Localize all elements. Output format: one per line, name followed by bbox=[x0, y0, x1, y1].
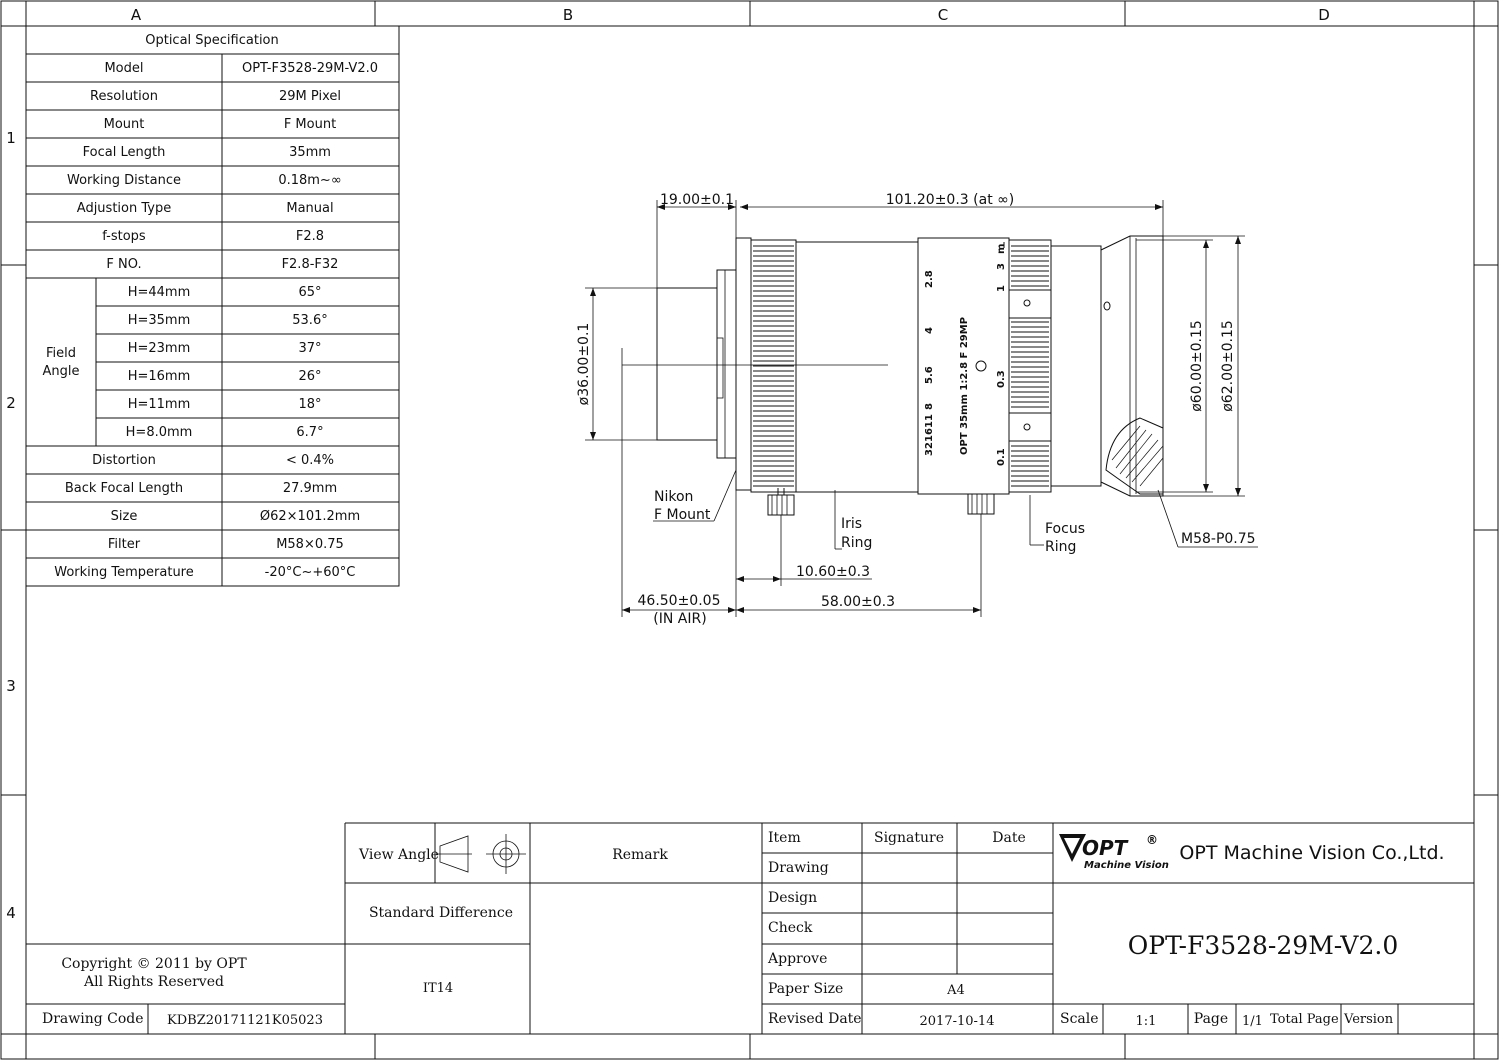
focus-scale-m: m bbox=[996, 243, 1007, 254]
view-angle-label: View Angle bbox=[359, 847, 439, 863]
spec-value-mount: F Mount bbox=[283, 117, 337, 132]
callout-f-mount: F Mount bbox=[654, 507, 711, 523]
copyright-line2: All Rights Reserved bbox=[84, 974, 224, 990]
signature-header: Signature bbox=[873, 830, 945, 846]
column-label-a: A bbox=[130, 6, 142, 24]
spec-value-resolution: 29M Pixel bbox=[279, 89, 341, 104]
spec-value-working-temperature: -20°C~+60°C bbox=[264, 565, 356, 580]
scale-label: Scale bbox=[1060, 1011, 1099, 1027]
field-angle-h-11: H=11mm bbox=[127, 397, 191, 412]
spec-label-distortion: Distortion bbox=[92, 453, 156, 468]
standard-difference-label: Standard Difference bbox=[368, 905, 514, 921]
mount-stub bbox=[657, 288, 717, 440]
company-name: OPT Machine Vision Co.,Ltd. bbox=[1179, 842, 1445, 864]
spec-label-mount: Mount bbox=[103, 117, 145, 132]
callout-iris: Iris bbox=[841, 516, 863, 532]
paper-size-value: A4 bbox=[947, 983, 965, 998]
opt-logo-registered: ® bbox=[1146, 833, 1158, 847]
spec-value-distortion: < 0.4% bbox=[285, 453, 335, 468]
spec-value-model: OPT-F3528-29M-V2.0 bbox=[241, 61, 379, 76]
fstop-8: 8 bbox=[924, 403, 935, 410]
iris-ring-knurling bbox=[753, 246, 794, 486]
callout-filter-thread: M58-P0.75 bbox=[1181, 531, 1256, 547]
dim-overall-length: 101.20±0.3 (at ∞) bbox=[885, 192, 1015, 208]
spec-label-focal-length: Focal Length bbox=[82, 145, 166, 160]
focus-ring-knurling bbox=[1011, 246, 1049, 486]
fstop-11: 11 bbox=[924, 414, 935, 428]
fstop-28: 2.8 bbox=[924, 270, 935, 288]
field-angle-value-44: 65° bbox=[298, 285, 322, 300]
spec-label-model: Model bbox=[104, 61, 144, 76]
row-label-1: 1 bbox=[6, 129, 16, 147]
field-angle-value-23: 37° bbox=[298, 341, 322, 356]
item-design: Design bbox=[768, 890, 818, 906]
revised-date-label: Revised Date bbox=[768, 1011, 862, 1027]
spec-label-filter: Filter bbox=[107, 537, 141, 552]
field-angle-h-35: H=35mm bbox=[127, 313, 191, 328]
index-mark bbox=[976, 361, 986, 371]
item-approve: Approve bbox=[768, 951, 828, 967]
field-angle-label-line2: Angle bbox=[42, 364, 80, 379]
spec-label-f-no: F NO. bbox=[106, 257, 142, 272]
spec-value-size: Ø62×101.2mm bbox=[259, 509, 361, 524]
field-angle-value-35: 53.6° bbox=[292, 313, 328, 328]
item-check: Check bbox=[768, 920, 813, 936]
spec-label-size: Size bbox=[110, 509, 138, 524]
column-label-b: B bbox=[562, 6, 574, 24]
opt-logo bbox=[1059, 833, 1169, 871]
date-header: Date bbox=[992, 830, 1026, 846]
callout-focus: Focus bbox=[1045, 521, 1085, 537]
paper-size-label: Paper Size bbox=[768, 981, 844, 997]
optical-spec-table bbox=[26, 26, 399, 586]
drawing-code-label: Drawing Code bbox=[42, 1011, 144, 1027]
focus-scale-03: 0.3 bbox=[996, 370, 1007, 388]
main-barrel bbox=[796, 242, 918, 492]
spec-value-focal-length: 35mm bbox=[289, 145, 331, 160]
mount-collar bbox=[736, 238, 751, 490]
lens-side-view bbox=[622, 236, 1163, 515]
fstop-32: 32 bbox=[924, 442, 935, 456]
row-label-3: 3 bbox=[6, 677, 16, 695]
row-label-2: 2 bbox=[6, 394, 16, 412]
callout-focus-ring: Ring bbox=[1045, 539, 1077, 555]
column-labels bbox=[131, 6, 1330, 24]
spec-value-f-stops: F2.8 bbox=[295, 229, 325, 244]
field-angle-h-23: H=23mm bbox=[127, 341, 191, 356]
opt-logo-text: OPT bbox=[1082, 836, 1128, 860]
fstop-16: 16 bbox=[924, 428, 935, 442]
field-angle-value-11: 18° bbox=[298, 397, 322, 412]
callouts bbox=[653, 470, 1258, 555]
spec-label-adjustion-type: Adjustion Type bbox=[76, 201, 172, 216]
item-header: Item bbox=[768, 830, 801, 846]
fstop-56: 5.6 bbox=[924, 366, 935, 384]
field-angle-value-16: 26° bbox=[298, 369, 322, 384]
spec-value-f-no: F2.8-F32 bbox=[281, 257, 339, 272]
projection-symbol-icon bbox=[436, 834, 526, 874]
dim-focus-position: 58.00±0.3 bbox=[820, 594, 896, 610]
title-block bbox=[26, 823, 1474, 1034]
copyright-line1: Copyright © 2011 by OPT bbox=[61, 956, 247, 972]
spec-label-resolution: Resolution bbox=[90, 89, 158, 104]
spec-value-adjustion-type: Manual bbox=[286, 201, 334, 216]
spec-value-back-focal-length: 27.9mm bbox=[282, 481, 338, 496]
spec-label-working-distance: Working Distance bbox=[67, 173, 181, 188]
part-number: OPT-F3528-29M-V2.0 bbox=[1127, 931, 1399, 960]
row-labels bbox=[6, 129, 16, 922]
item-drawing: Drawing bbox=[768, 860, 829, 876]
dim-diameter-60: ø60.00±0.15 bbox=[1189, 320, 1205, 412]
spec-table-title: Optical Specification bbox=[145, 33, 279, 48]
page-label: Page bbox=[1193, 1011, 1229, 1027]
dim-in-air: (IN AIR) bbox=[653, 611, 707, 627]
dim-mount-diameter: ø36.00±0.1 bbox=[576, 322, 592, 406]
dimensions bbox=[576, 192, 1245, 627]
front-barrel bbox=[1051, 246, 1101, 486]
spec-value-filter: M58×0.75 bbox=[276, 537, 344, 552]
dim-flange-distance: 19.00±0.1 bbox=[659, 192, 735, 208]
barrel-model-print: OPT 35mm 1:2.8 F 29MP bbox=[959, 316, 970, 455]
field-angle-value-8: 6.7° bbox=[296, 425, 324, 440]
field-angle-h-16: H=16mm bbox=[127, 369, 191, 384]
field-angle-h-8: H=8.0mm bbox=[125, 425, 193, 440]
version-label: Version bbox=[1344, 1012, 1394, 1027]
callout-nikon: Nikon bbox=[654, 489, 694, 505]
scale-value: 1:1 bbox=[1135, 1014, 1157, 1029]
mount-flange bbox=[717, 270, 736, 458]
dim-back-focal-length: 46.50±0.05 bbox=[637, 593, 721, 609]
row-label-4: 4 bbox=[6, 904, 16, 922]
spec-label-back-focal-length: Back Focal Length bbox=[64, 481, 184, 496]
dim-diameter-62: ø62.00±0.15 bbox=[1220, 320, 1236, 412]
spec-value-working-distance: 0.18m~∞ bbox=[278, 173, 342, 188]
fstop-4: 4 bbox=[924, 327, 935, 334]
dim-iris-position: 10.60±0.3 bbox=[795, 564, 871, 580]
column-label-c: C bbox=[937, 6, 949, 24]
tolerance-value: IT14 bbox=[422, 981, 454, 996]
spec-label-working-temperature: Working Temperature bbox=[54, 565, 194, 580]
focus-ring bbox=[1009, 240, 1051, 492]
focus-scale-01: 0.1 bbox=[996, 448, 1007, 466]
focus-scale-3: 3 bbox=[996, 263, 1007, 270]
remark-label: Remark bbox=[612, 847, 668, 863]
field-angle-h-44: H=44mm bbox=[127, 285, 191, 300]
spec-label-f-stops: f-stops bbox=[102, 229, 146, 244]
revised-date-value: 2017-10-14 bbox=[919, 1014, 995, 1029]
focus-scale-1: 1 bbox=[996, 285, 1007, 292]
opt-logo-subtext: Machine Vision bbox=[1084, 860, 1169, 871]
field-angle-label-line1: Field bbox=[45, 346, 77, 361]
total-page-label: Total Page bbox=[1270, 1012, 1339, 1027]
drawing-code-value: KDBZ20171121K05023 bbox=[167, 1013, 323, 1028]
column-label-d: D bbox=[1318, 6, 1330, 24]
page-value: 1/1 bbox=[1242, 1014, 1263, 1029]
callout-iris-ring: Ring bbox=[841, 535, 873, 551]
